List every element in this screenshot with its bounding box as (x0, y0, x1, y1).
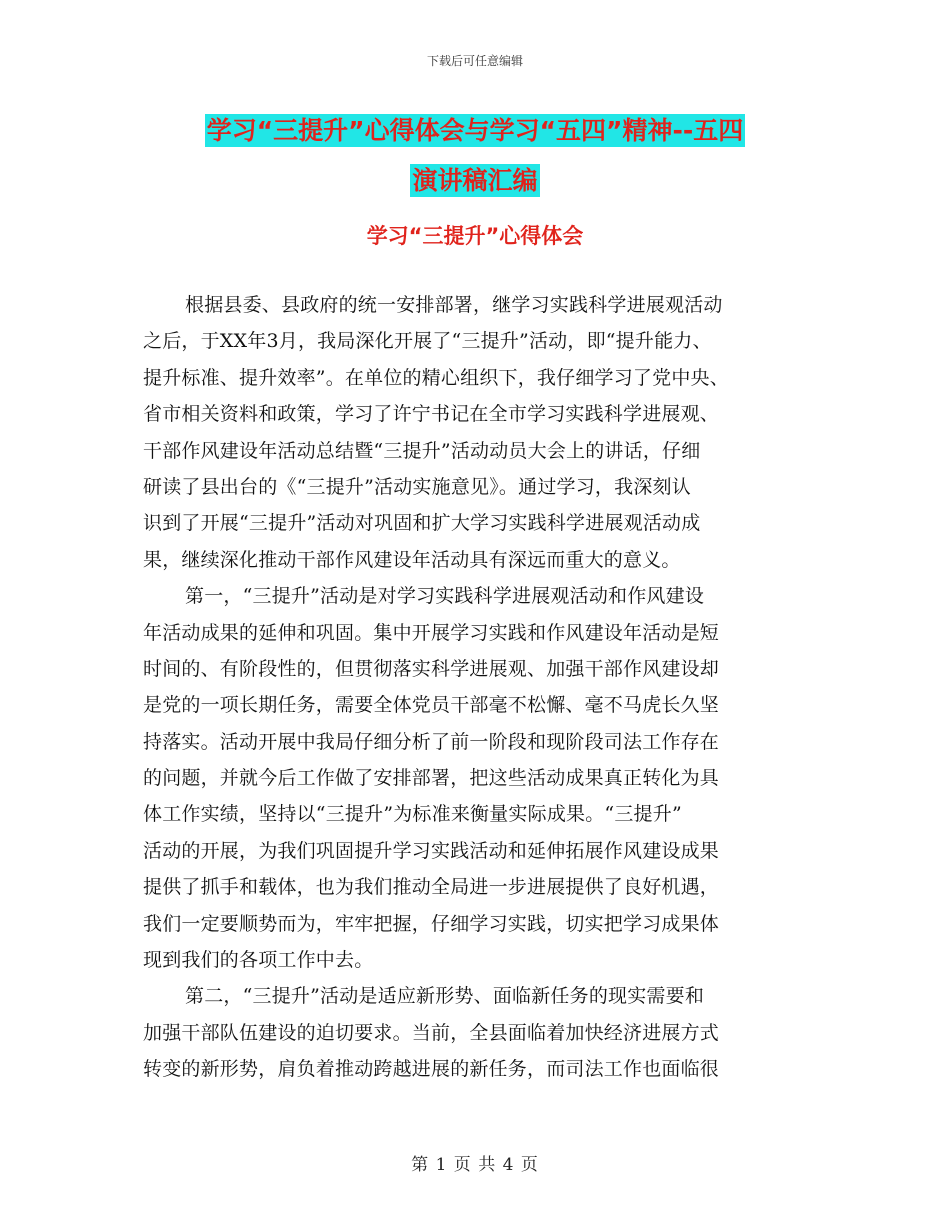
paragraph-line: 省市相关资料和政策，学习了许宁书记在全市学习实践科学进展观、 (143, 403, 720, 426)
paragraph-line: 是党的一项长期任务，需要全体党员干部毫不松懈、毫不马虎长久坚 (143, 694, 720, 717)
paragraph-line: 加强干部队伍建设的迫切要求。当前，全县面临着加快经济进展方式 (143, 1021, 720, 1044)
paragraph-line: 的问题，并就今后工作做了安排部署，把这些活动成果真正转化为具 (143, 767, 720, 790)
paragraph-line: 转变的新形势，肩负着推动跨越进展的新任务，而司法工作也面临很 (143, 1058, 720, 1081)
page-header-note: 下载后可任意编辑 (426, 54, 523, 68)
section-title: 学习“三提升”心得体会 (366, 224, 584, 248)
paragraph-line: 果，继续深化推动干部作风建设年活动具有深远而重大的意义。 (143, 548, 681, 571)
paragraph-line: 第二，“三提升”活动是适应新形势、面临新任务的现实需要和 (185, 985, 705, 1008)
paragraph-line: 干部作风建设年活动总结暨“三提升”活动动员大会上的讲话，仔细 (143, 439, 701, 462)
paragraph-line: 时间的、有阶段性的，但贯彻落实科学进展观、加强干部作风建设却 (143, 657, 720, 680)
paragraph-line: 提供了抓手和载体，也为我们推动全局进一步进展提供了良好机遇， (143, 876, 720, 899)
document-title-line-1: 学习“三提升”心得体会与学习“五四”精神--五四 (206, 116, 744, 145)
body-text (143, 287, 811, 1088)
paragraph-line: 第一，“三提升”活动是对学习实践科学进展观活动和作风建设 (185, 585, 705, 608)
paragraph-line: 活动的开展，为我们巩固提升学习实践活动和延伸拓展作风建设成果 (143, 839, 720, 862)
document-title (140, 106, 810, 206)
paragraph-line: 之后，于XX年3月，我局深化开展了“三提升”活动，即“提升能力、 (143, 330, 712, 353)
paragraph-line: 持落实。活动开展中我局仔细分析了前一阶段和现阶段司法工作存在 (143, 730, 720, 753)
paragraph-line: 识到了开展“三提升”活动对巩固和扩大学习实践科学进展观活动成 (143, 512, 701, 535)
paragraph-line: 体工作实绩，坚持以“三提升”为标准来衡量实际成果。“三提升” (143, 803, 682, 826)
paragraph-line: 研读了县出台的《“三提升”活动实施意见》。通过学习，我深刻认 (143, 475, 691, 498)
paragraph-line: 根据县委、县政府的统一安排部署，继学习实践科学进展观活动 (185, 294, 723, 316)
document-title-line-2: 演讲稿汇编 (412, 166, 538, 195)
paragraph-line: 提升标准、提升效率”。在单位的精心组织下，我仔细学习了党中央、 (143, 366, 729, 389)
page-number: 第 1 页 共 4 页 (411, 1155, 539, 1175)
paragraph-line: 年活动成果的延伸和巩固。集中开展学习实践和作风建设年活动是短 (143, 621, 720, 644)
paragraph-line: 我们一定要顺势而为，牢牢把握，仔细学习实践，切实把学习成果体 (143, 912, 720, 935)
paragraph-line: 现到我们的各项工作中去。 (143, 949, 374, 972)
